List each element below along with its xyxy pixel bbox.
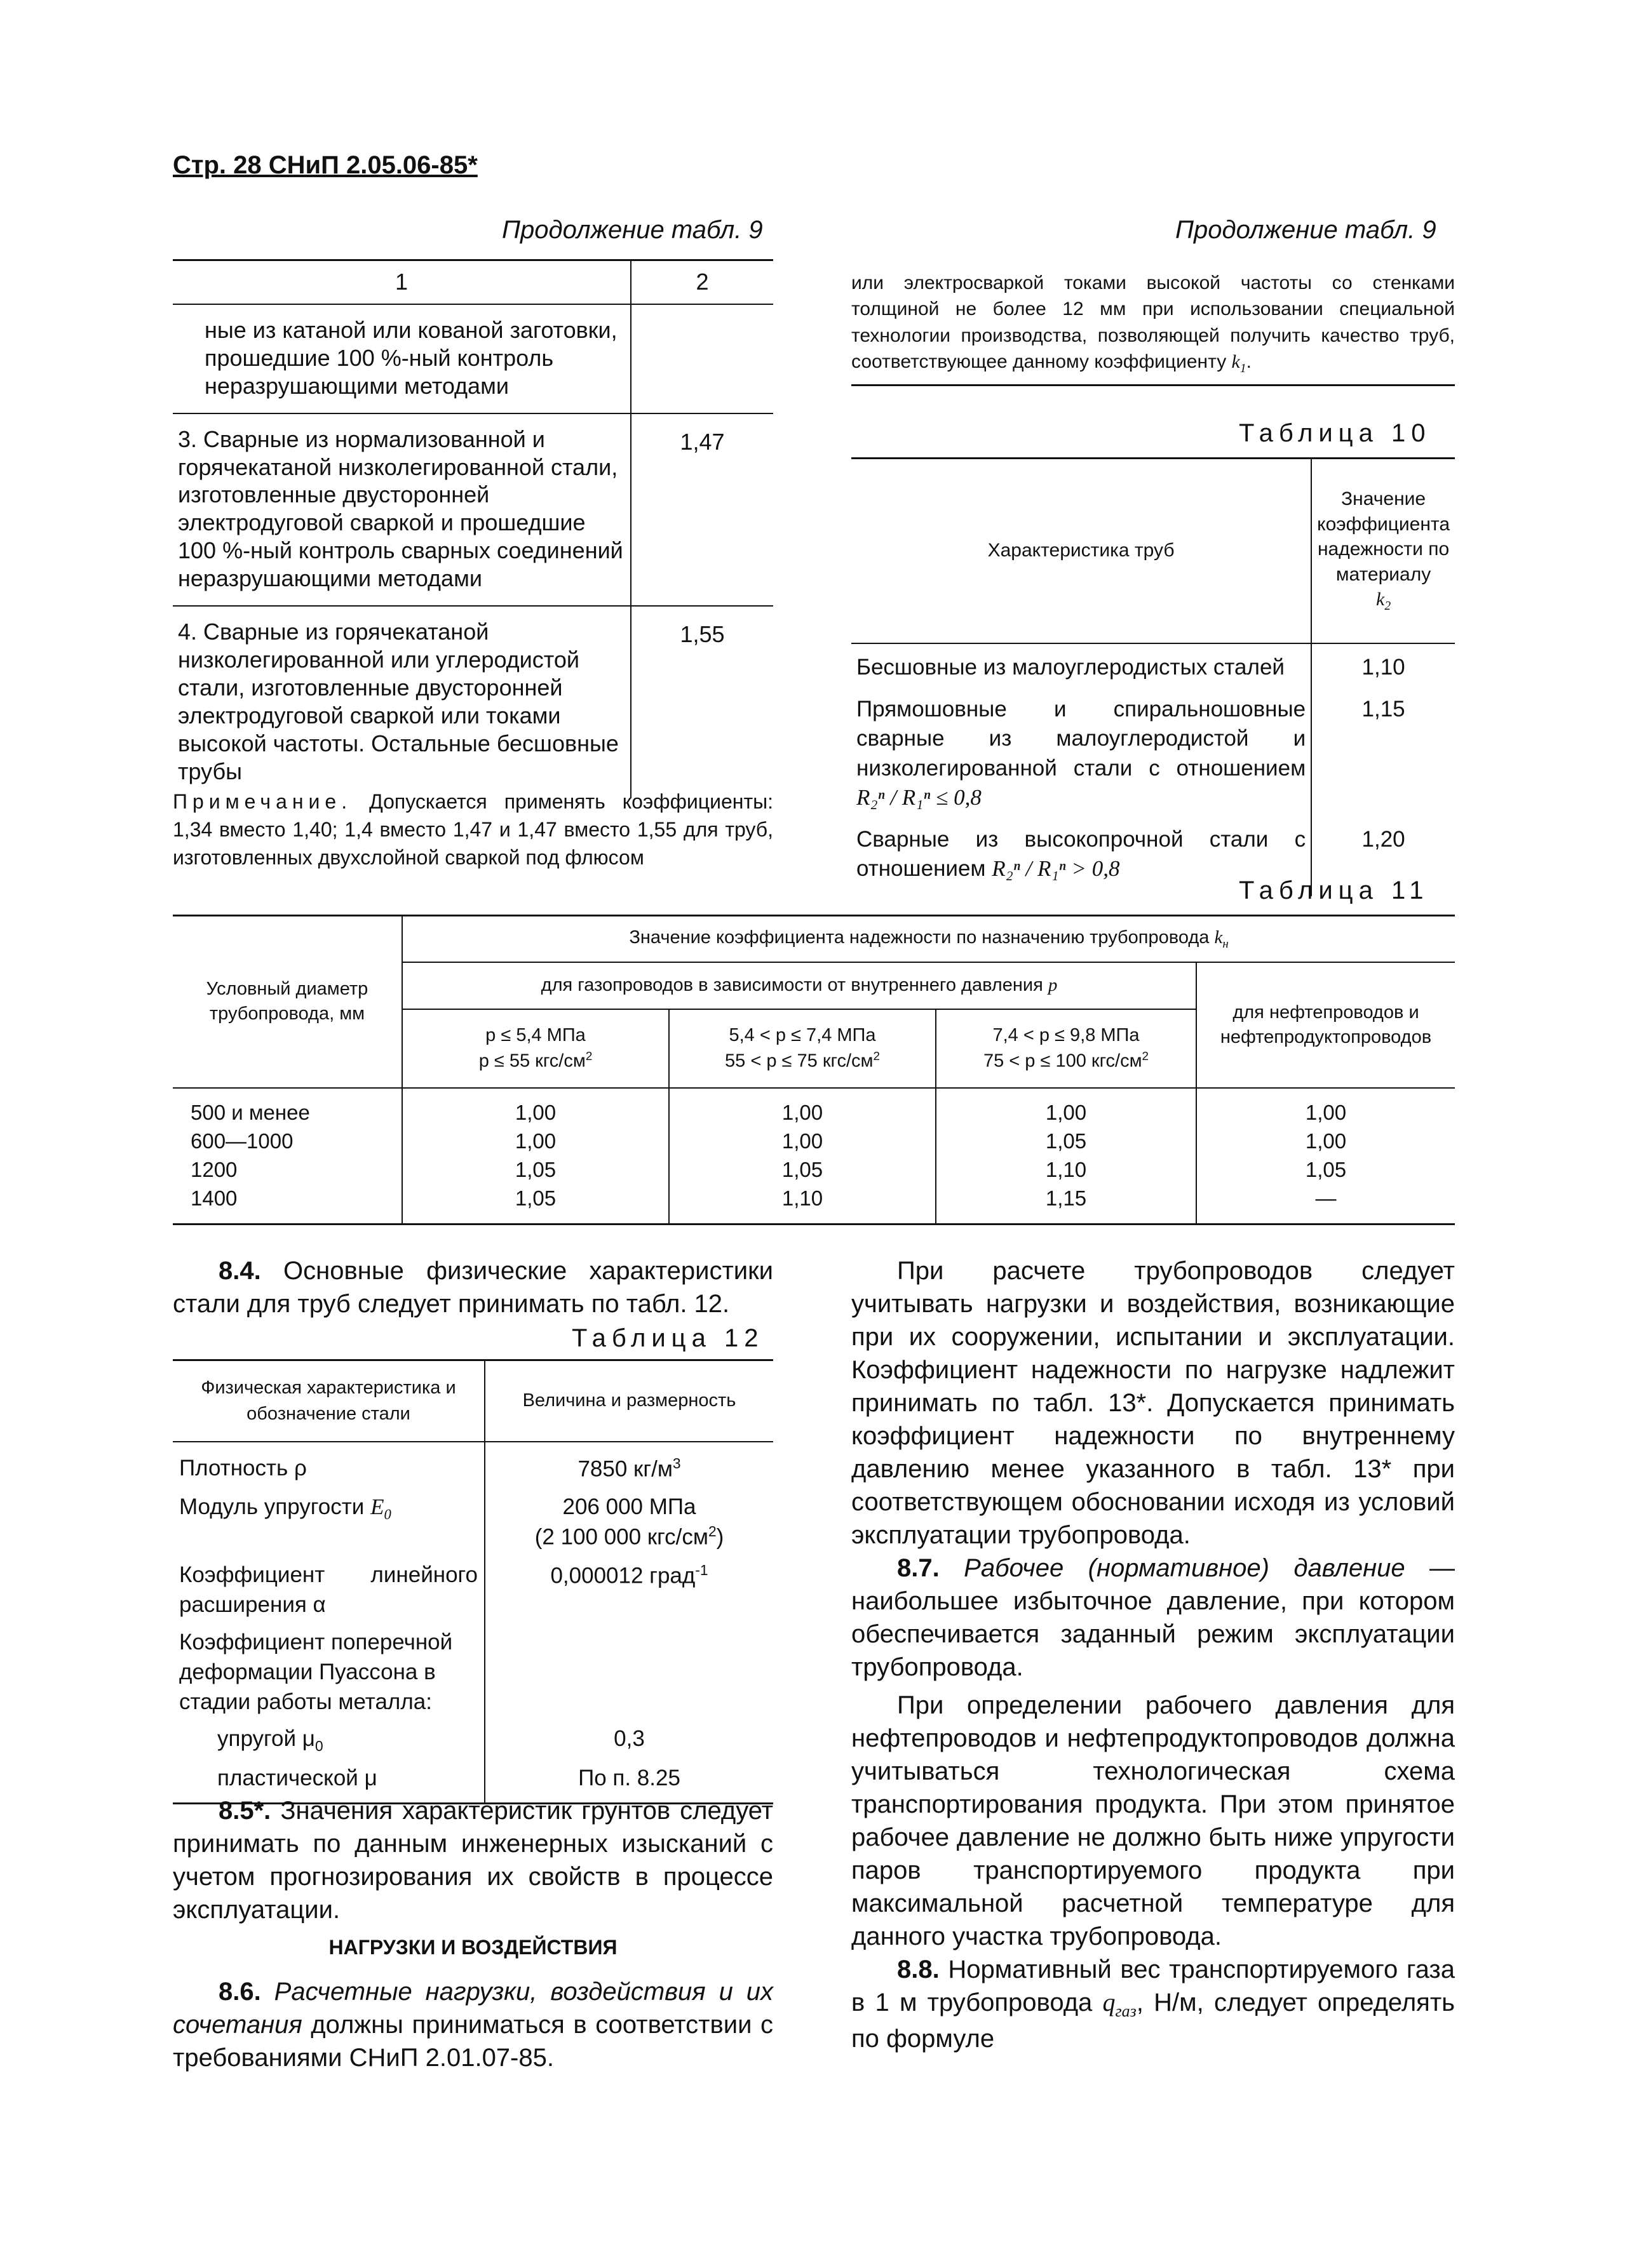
section-8-8: 8.8. Нормативный вес транспортируемого газа в 1 м трубопровода $q_{газ}$, Н/м, следует определять по формуле (851, 1956, 1455, 2053)
table11-value: 1,00 (1305, 1101, 1347, 1124)
table11-header-diameter: Условный диаметр трубопровода, мм (173, 916, 402, 1088)
section-heading-loads: НАГРУЗКИ И ВОЗДЕЙСТВИЯ (328, 1936, 618, 1959)
table9-row-value: 1,55 (680, 621, 725, 648)
section-8-7: 8.7. Рабочее (нормативное) давление — наибольшее избыточное давление, при котором обеспечивается заданный режим эксплуатации трубопровода. (851, 1554, 1455, 1681)
table10-row-text: Прямошовные и спиральношовные сварные из малоуглеродистой и низколегированной стали с отношением R₂ⁿ / R₁ⁿ ≤ 0,8 (851, 688, 1311, 819)
section-number: 8.6. (219, 1978, 261, 2006)
table10 (851, 459, 1455, 896)
section-number: 8.5*. (219, 1797, 271, 1825)
table11-value-column (1196, 1088, 1455, 1224)
table11-diameter: 1400 (191, 1186, 238, 1210)
section-8-6: 8.6. Расчетные нагрузки, воздействия и их сочетания должны приниматься в соответствии с требованиями СНиП 2.01.07-85. (173, 1978, 773, 2072)
table12-header-col1: Физическая характеристика и обозначение стали (173, 1360, 485, 1442)
table9-right-body: или электросваркой токами высокой частоты со стенками толщиной не более 12 мм при использовании специальной технологии производства, позволяющей получить качество труб, соответствующее данному коэффициенту (851, 272, 1455, 373)
table11-value-column (669, 1088, 936, 1224)
table12-name: упругой $\mu_0$ (173, 1721, 485, 1759)
table11-value: 1,05 (515, 1186, 557, 1210)
table11-value: 1,00 (1045, 1101, 1087, 1124)
table12-name: Плотность ρ (173, 1442, 485, 1489)
table11-subheader-range: 7,4 < p ≤ 9,8 МПа 75 < p ≤ 100 кгс/$см^2$ (936, 1009, 1196, 1088)
table9-right-bottom-rule (851, 384, 1455, 386)
table11-value: 1,05 (781, 1157, 823, 1181)
k1-symbol: $k_1$ (1231, 351, 1246, 376)
table11-header-oil: для нефтепроводов и нефтепродуктопроводов (1196, 962, 1455, 1088)
table10-row-value: 1,15 (1361, 697, 1405, 722)
table12-value (485, 1624, 773, 1721)
table12-value: По п. 8.25 (485, 1760, 773, 1803)
table11-diameter-column (173, 1088, 402, 1224)
table11-value: 1,00 (515, 1101, 557, 1124)
paragraph: При расчете трубопроводов следует учитывать нагрузки и воздействия, возникающие при их сооружении, испытании и эксплуатации. Коэффициент надежности по нагрузке надлежит принимать по табл. 13*. Допускается принимать коэффициент надежности по внутреннему давлению менее указанного в табл. 13* при соответствующем обосновании исходя из условий эксплуатации трубопровода. (851, 1257, 1455, 1549)
table12-name: Коэффициент поперечной деформации Пуассона в стадии работы металла: (173, 1624, 485, 1721)
section-8-5: 8.5*. Значения характеристик грунтов следует принимать по данным инженерных изысканий с учетом прогнозирования их свойств в процессе эксплуатации. (173, 1797, 773, 1924)
note-label: Примечание. (173, 790, 353, 813)
table11-value: 1,00 (1305, 1129, 1347, 1153)
table11-header-top: Значение коэффициента надежности по назначению трубопровода $k_н$ (402, 916, 1455, 962)
table11-value-column (402, 1088, 669, 1224)
table10-row-value: 1,10 (1361, 655, 1405, 680)
table11-value: 1,10 (1045, 1157, 1087, 1181)
table9-row-text: 3. Сварные из нормализованной и горячекатаной низколегированной стали, изготовленные двусторонней электродуговой сваркой и прошедшие 100 %-ный контроль сварных соединений неразрушающими методами (173, 413, 631, 606)
continuation-caption-right: Продолжение табл. 9 (1175, 216, 1436, 244)
table9-right-text: или электросваркой токами высокой частоты со стенками толщиной не более 12 мм при использовании специальной технологии производства, позволяющей получить качество труб, соответствующее данному коэффициенту $k_1$. (851, 272, 1455, 376)
table12-caption: Таблица 12 (572, 1324, 764, 1352)
table12-value: 206 000 МПа (2 100 000 кгс/$см^2$) (534, 1494, 724, 1550)
table12-header-col2: Величина и размерность (485, 1360, 773, 1442)
table10-row-value: 1,20 (1361, 826, 1405, 852)
table10-header-col2 (1311, 459, 1455, 643)
table9-note (173, 788, 773, 871)
table11-header-gas: для газопроводов в зависимости от внутреннего давления p (402, 962, 1196, 1009)
table11-value: 1,05 (1045, 1129, 1087, 1153)
table12-value: 0,3 (614, 1726, 645, 1752)
table11-value: 1,05 (1305, 1157, 1347, 1181)
table12-name: Модуль упругости $E_0$ (173, 1489, 485, 1557)
kn-symbol: $k_н$ (1214, 927, 1229, 951)
table11-subheader-range: 5,4 < p ≤ 7,4 МПа 55 < p ≤ 75 кгс/$см^2$ (669, 1009, 936, 1088)
table10-row-text: Сварные из высокопрочной стали с отношением R₂ⁿ / R₁ⁿ > 0,8 (851, 819, 1311, 896)
table10-caption: Таблица 10 (1239, 419, 1431, 447)
table12-value: 7850 $кг/м^3$ (577, 1455, 681, 1482)
table9-header-col1: 1 (173, 260, 631, 304)
table10-header-col1: Характеристика труб (851, 459, 1311, 643)
table11-value-column (936, 1088, 1196, 1224)
table9 (173, 260, 773, 798)
table10-header-col2-text: Значение коэффициента надежности по материалу (1317, 488, 1450, 585)
table10-row-text: Бесшовные из малоуглеродистых сталей (851, 643, 1311, 688)
table12-name: Коэффициент линейного расширения α (173, 1557, 485, 1624)
note-text: Допускается применять коэффициенты: 1,34 вместо 1,40; 1,4 вместо 1,47 и 1,47 вместо 1,55 для труб, изготовленных двухслойной сваркой под флюсом (173, 790, 774, 869)
table11-value: 1,10 (781, 1186, 823, 1210)
table11-diameter: 500 и менее (191, 1101, 310, 1124)
table9-row-text: ные из катаной или кованой заготовки, прошедшие 100 %-ный контроль неразрушающими методами (173, 304, 631, 413)
ratio-formula: R₂ⁿ / R₁ⁿ > 0,8 (992, 856, 1120, 882)
table11-value: 1,05 (515, 1157, 557, 1181)
table12 (173, 1360, 773, 1804)
table11 (173, 916, 1455, 1225)
paragraph: При определении рабочего давления для нефтепроводов и нефтепродуктопроводов должна учитываться технологическая схема транспортирования продукта. При этом принятое рабочее давление не должно быть ниже упругости паров транспортируемого продукта при максимальной расчетной температуре для данного участка трубопровода. (851, 1691, 1455, 1950)
section-number: 8.4. (219, 1257, 261, 1285)
right-column-text (851, 1254, 1455, 2055)
page-header: Стр. 28 СНиП 2.05.06-85* (173, 151, 478, 179)
table11-diameter: 600—1000 (191, 1129, 294, 1153)
table11-diameter: 1200 (191, 1157, 238, 1181)
table12-value: 0,000012 град$^{-1}$ (550, 1561, 708, 1588)
table11-subheader-range: p ≤ 5,4 МПа p ≤ 55 кгс/$см^2$ (402, 1009, 669, 1088)
table9-row-value (631, 304, 773, 413)
table11-caption: Таблица 11 (1239, 876, 1429, 904)
continuation-caption-left: Продолжение табл. 9 (502, 216, 763, 244)
table11-value: 1,15 (1045, 1186, 1087, 1210)
table11-value: 1,00 (781, 1101, 823, 1124)
k2-symbol: $k_2$ (1376, 589, 1391, 614)
section-8-4: 8.4. Основные физические характеристики стали для труб следует принимать по табл. 12. (173, 1257, 773, 1318)
table12-name: пластической μ (173, 1760, 485, 1803)
table11-value: 1,00 (515, 1129, 557, 1153)
table9-header-col2: 2 (631, 260, 773, 304)
table9-row-value: 1,47 (631, 413, 773, 606)
table11-value: 1,00 (781, 1129, 823, 1153)
table9-row-text: 4. Сварные из горячекатаной низколегированной или углеродистой стали, изготовленные двусторонней электродуговой сваркой или токами высокой частоты. Остальные бесшовные трубы (173, 606, 631, 798)
table11-value: — (1315, 1186, 1337, 1210)
ratio-formula: R₂ⁿ / R₁ⁿ ≤ 0,8 (856, 784, 982, 810)
